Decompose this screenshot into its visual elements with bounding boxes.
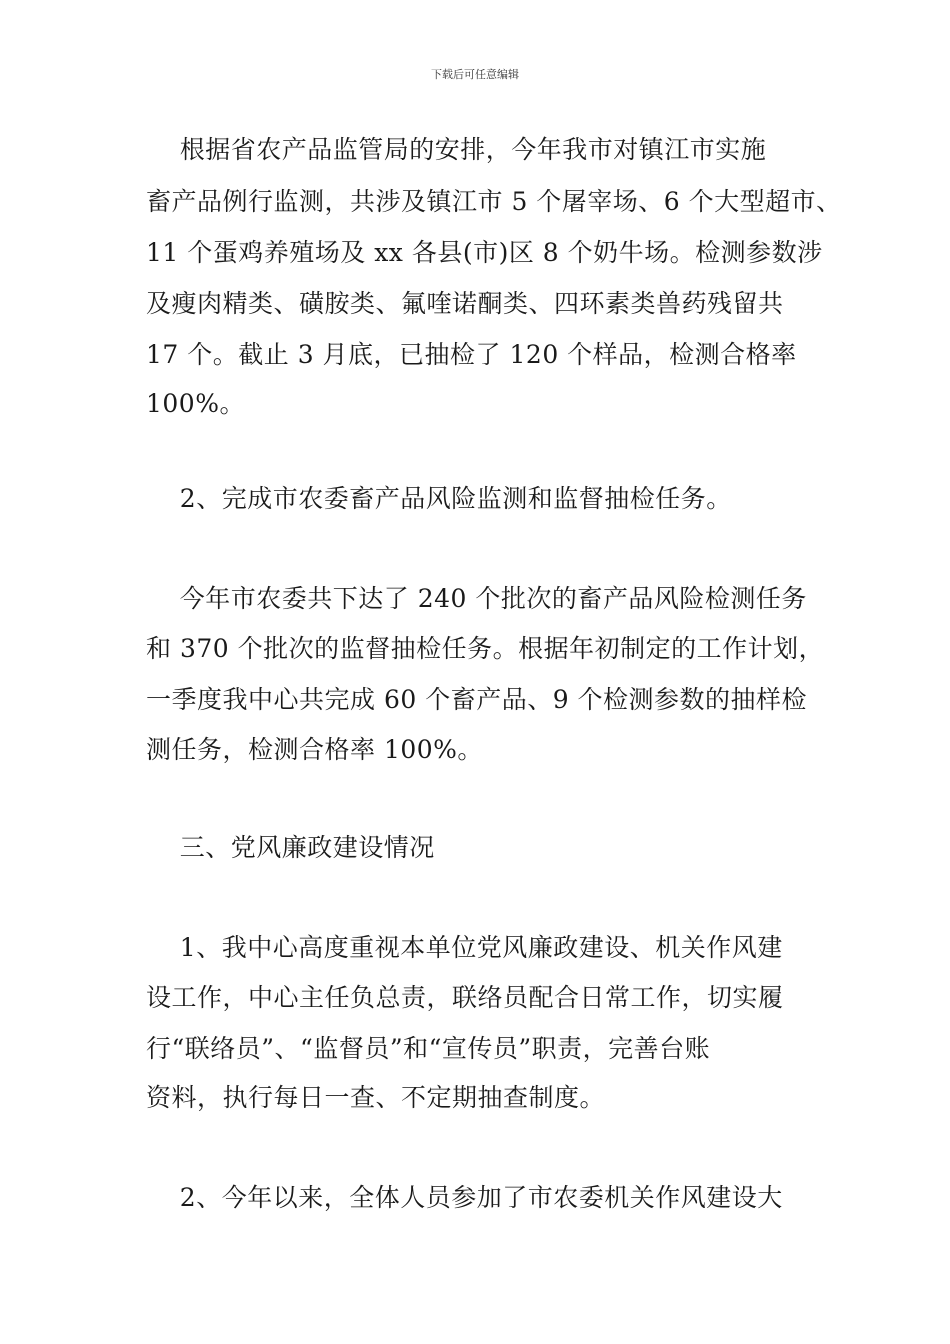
section-heading-line: 三、党风廉政建设情况 — [146, 833, 435, 862]
body-line: 2、今年以来，全体人员参加了市农委机关作风建设大 — [146, 1183, 783, 1212]
body-line: 和 370 个批次的监督抽检任务。根据年初制定的工作计划， — [146, 634, 825, 663]
body-line: 资料，执行每日一查、不定期抽查制度。 — [146, 1083, 606, 1112]
body-line: 100%。 — [146, 389, 245, 418]
body-line: 1、我中心高度重视本单位党风廉政建设、机关作风建 — [146, 933, 783, 962]
body-line: 17 个。截止 3 月底，已抽检了 120 个样品，检测合格率 — [146, 340, 797, 369]
body-line: 根据省农产品监管局的安排，今年我市对镇江市实施 — [146, 135, 767, 164]
body-line: 畜产品例行监测，共涉及镇江市 5 个屠宰场、6 个大型超市、 — [146, 187, 842, 216]
body-line: 今年市农委共下达了 240 个批次的畜产品风险检测任务 — [146, 584, 807, 613]
body-line: 测任务，检测合格率 100%。 — [146, 735, 483, 764]
body-line: 设工作，中心主任负总责，联络员配合日常工作，切实履 — [146, 983, 784, 1012]
body-line: 一季度我中心共完成 60 个畜产品、9 个检测参数的抽样检 — [146, 685, 808, 714]
body-line: 行“联络员”、“监督员”和“宣传员”职责，完善台账 — [146, 1034, 711, 1063]
section-heading-line: 2、完成市农委畜产品风险监测和监督抽检任务。 — [146, 484, 732, 513]
body-line: 11 个蛋鸡养殖场及 xx 各县(市)区 8 个奶牛场。检测参数涉 — [146, 238, 823, 267]
body-line: 及瘦肉精类、磺胺类、氟喹诺酮类、四环素类兽药残留共 — [146, 289, 784, 318]
page-header-note: 下载后可任意编辑 — [431, 68, 519, 81]
